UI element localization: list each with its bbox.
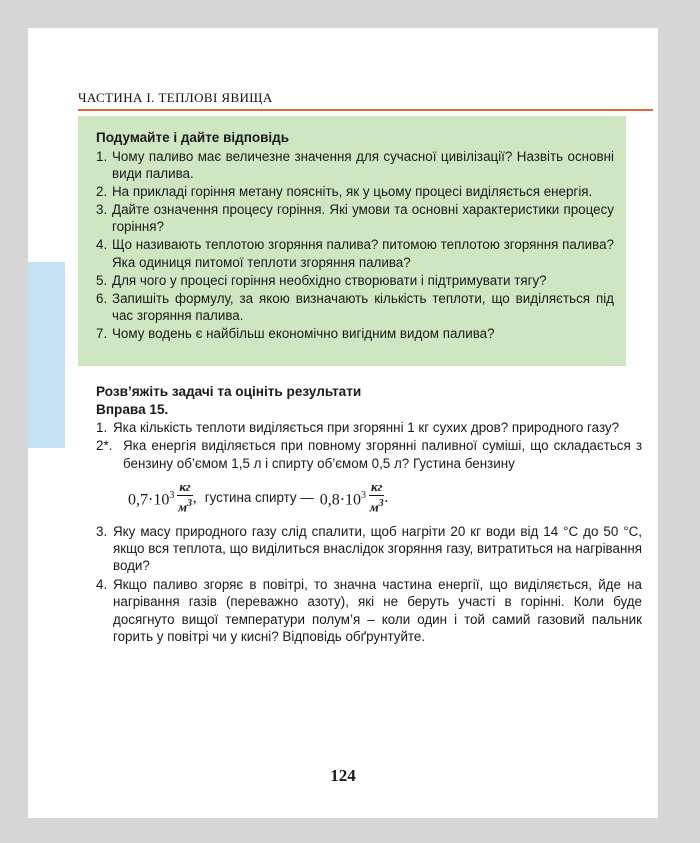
task-item <box>96 419 642 436</box>
task-text: Яку масу природного газу слід спалити, щоб нагріти 20 кг води від 14 °С до 50 °С, якщо вся теплота, що виділиться внаслідок згоряння газу, витратиться на нагрівання води? <box>113 523 642 574</box>
question-item <box>96 325 614 342</box>
task-text: Якщо паливо згоряє в повітрі, то значна частина енергії, що виділяється, йде на нагрівання газів (переважно азоту), які не беруть участі в горінні. Коли буде досягнуто вищої температури полум’я – коли один і той самий газовий пальник горить у повітрі чи у кисні? Відповідь обґрунтуйте. <box>113 576 642 644</box>
tasks-section <box>96 383 642 646</box>
question-number: 5. <box>96 272 108 288</box>
question-text: На прикладі горіння метану поясніть, як у цьому процесі виділяється енергія. <box>112 184 593 199</box>
task-list <box>96 419 642 645</box>
task-number: 1. <box>96 420 108 435</box>
question-text: Чому паливо має величезне значення для сучасної цивілізації? Назвіть основні види палива. <box>112 148 614 181</box>
question-text: Чому водень є найбільш економічно вигідним видом палива? <box>112 326 495 342</box>
running-head: ЧАСТИНА І. ТЕПЛОВІ ЯВИЩА <box>78 90 653 111</box>
question-item <box>96 148 614 183</box>
question-text: Що називають теплотою згоряння палива? питомою теплотою згоряння палива? Яка одиниця питомої теплоти згоряння палива? <box>112 237 614 270</box>
formula-period: . <box>384 488 389 506</box>
page-number: 124 <box>330 766 356 785</box>
review-questions-box <box>78 116 626 366</box>
question-number: 6. <box>96 290 108 306</box>
question-text: Запишіть формулу, за якою визначають кількість теплоти, що виділяється під час згоряння палива. <box>112 290 614 324</box>
question-item <box>96 290 614 325</box>
tasks-heading: Розв’яжіть задачі та оцініть результати <box>96 384 362 399</box>
petrol-density-value: $0,7\cdot 10^3$ <box>128 489 175 508</box>
question-item <box>96 236 614 271</box>
question-text: Дайте означення процесу горіння. Які умови та основні характеристики процесу горіння? <box>112 202 614 235</box>
question-item <box>96 272 614 289</box>
question-number: 3. <box>96 202 108 217</box>
question-number: 7. <box>96 326 108 342</box>
task-text: Яка енергія виділяється при повному згорянні паливної суміші, що складається з бензину об’ємом 1,5 л і спирту об’ємом 0,5 л? Густина бензину <box>123 438 642 471</box>
review-box-title: Подумайте і дайте відповідь <box>96 130 290 145</box>
density-formula <box>128 480 642 514</box>
alcohol-density-value: $0,8\cdot 10^3$ <box>319 489 367 508</box>
alcohol-density-label: густина спирту — <box>204 489 314 505</box>
textbook-page <box>28 28 658 818</box>
task-number: 3. <box>96 523 108 539</box>
side-margin-tab <box>28 262 65 448</box>
task-number: 4. <box>96 576 108 592</box>
density-unit-fraction: $\frac{кг}{м^3}$ <box>369 479 384 515</box>
task-item <box>96 576 642 646</box>
density-unit-fraction: $\frac{кг}{м^3}$ <box>178 479 192 515</box>
task-item <box>96 523 642 575</box>
task-number: 2*. <box>96 438 113 454</box>
question-text: Для чого у процесі горіння необхідно створювати і підтримувати тягу? <box>112 272 547 288</box>
task-text: Яка кількість теплоти виділяється при згорянні 1 кг сухих дров? природного газу? <box>113 420 620 435</box>
question-item <box>96 201 614 236</box>
question-list <box>96 148 614 343</box>
question-number: 1. <box>96 148 108 164</box>
question-item <box>96 183 614 200</box>
question-number: 2. <box>96 184 108 199</box>
task-item <box>96 437 642 514</box>
question-number: 4. <box>96 237 108 253</box>
exercise-title: Вправа 15. <box>96 402 169 417</box>
formula-comma: , <box>192 488 197 506</box>
